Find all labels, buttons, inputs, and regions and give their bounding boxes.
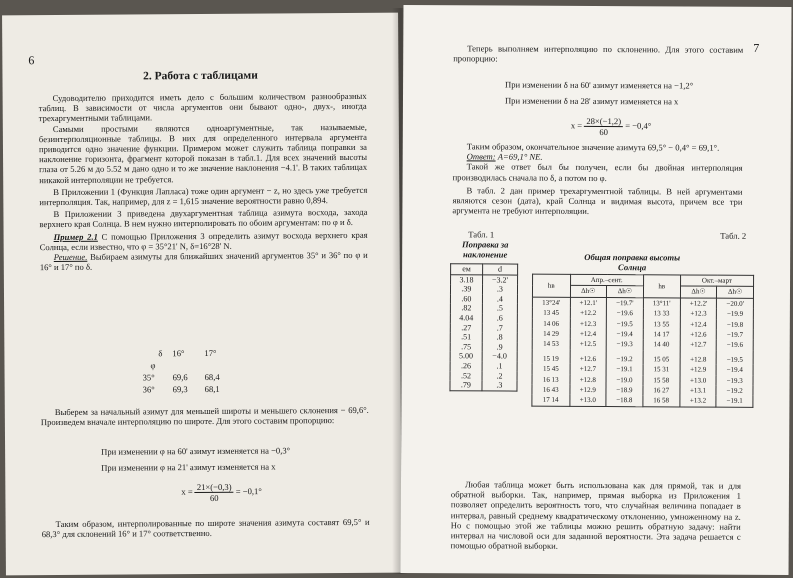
right-proportion-line-2: При изменении δ на 28' азимут изменяется на x: [504, 95, 679, 107]
table1-cell: 3.18: [451, 274, 483, 284]
grid-cell: 68,4: [204, 371, 220, 382]
table1-cell: .79: [450, 380, 482, 390]
grid-cell: 68,1: [204, 383, 220, 394]
table2-cell: −19.2: [716, 386, 753, 397]
table2-cell: +13.0: [569, 395, 606, 406]
table1-cell: .4: [482, 294, 517, 304]
right-paragraph-2: Таким образом, окончательное значение азимута 69,5° − 0,4° = 69,1°.: [466, 141, 720, 153]
table2-cell: −19.0: [606, 375, 643, 386]
table1-cell: .9: [482, 342, 517, 352]
table2-cell: 13 33: [643, 308, 680, 319]
table2-header-h2: hв: [643, 275, 680, 298]
left-paragraph-6: Таким образом, интерполированные по широте значения азимута составят 69,5° и 68,3° для склонений 16° и 17° соответственно.: [41, 516, 370, 540]
table1-title-1: Поправка за: [461, 239, 509, 250]
formula-fraction: [195, 482, 234, 503]
table1-label: Табл. 1: [468, 229, 495, 240]
table2-cell: +12.3: [570, 318, 607, 329]
table2-cell: 13°11': [643, 298, 680, 309]
table2-cell: −19.3: [606, 339, 643, 350]
table2-cell: 15 45: [532, 364, 570, 375]
table2-cell: 14 29: [532, 329, 570, 340]
table1-title-2: наклонение: [463, 249, 508, 260]
left-text-block-2: [41, 405, 369, 428]
table1-row: [450, 294, 517, 304]
table2-cell: −19.6: [606, 308, 643, 319]
table1-header-d: d: [482, 264, 517, 275]
table2-cell: +12.9: [680, 365, 717, 376]
left-paragraph-1: Судоводителю приходится иметь дело с большим количеством разнообразных таблиц. В зависимости от числа аргументов они бывают одно-, двух-, иногда трехаргументными таблицами.: [38, 90, 367, 124]
table1-cell: .26: [450, 361, 482, 371]
table2-cell: −18.8: [606, 396, 643, 407]
right-paragraph-3: Такой же ответ был бы получен, если бы двойная интерполяция производилась сначала по δ, а потом по φ.: [452, 161, 743, 183]
solution-paragraph: [40, 250, 368, 273]
table2-cell: 13 55: [643, 319, 680, 330]
table2-title-1: Общая поправка высоты: [584, 251, 681, 263]
table1-row: [450, 371, 517, 381]
proportion-line-2: При изменении φ на 21' азимут изменяется на x: [101, 461, 276, 473]
table2-cell: 14 40: [643, 340, 680, 351]
right-proportion-line-1: При изменении δ на 60' азимут изменяется на −1,2°: [505, 79, 694, 91]
table1-cell: .3: [482, 285, 517, 295]
formula-fraction: [584, 116, 623, 137]
table2-subheader: Δh☉: [717, 287, 754, 299]
table2-cell: 15 05: [643, 350, 680, 365]
grid-cell: 69,6: [172, 372, 188, 383]
right-text-block-2: [452, 141, 742, 217]
table2-cell: −19.7': [607, 297, 644, 308]
table2-cell: +13.0: [680, 375, 717, 386]
table2-cell: 13 45: [532, 308, 570, 319]
table1-row: [451, 274, 518, 284]
right-text-block-3: [451, 479, 741, 552]
table2-cell: +12.4: [680, 319, 717, 330]
answer-text: A=69,1° NE.: [497, 151, 543, 162]
table2-cell: −18.9: [606, 385, 643, 396]
table1-cell: .51: [450, 332, 482, 342]
table1-cell: .75: [450, 342, 482, 352]
table1-row: [450, 304, 517, 314]
table2-cell: 13°24': [532, 297, 570, 308]
table1-cell: .7: [482, 323, 517, 333]
table2-cell: +12.2: [570, 308, 607, 319]
table2-cell: 14 53: [532, 339, 570, 350]
grid-header-16: 16°: [172, 348, 185, 359]
formula-denominator: 60: [599, 127, 608, 138]
table2-subheader: Δh☉: [607, 286, 644, 298]
table2-cell: +12.6: [570, 350, 607, 365]
right-text-block-1: [453, 43, 743, 65]
left-paragraph-5: Выберем за начальный азимут для меньшей широты и меньшего склонения − 69,6°. Произведем вначале интерполяцию по широте. Для этого составим пропорцию:: [40, 404, 369, 428]
example-label: Пример 2.1: [53, 231, 98, 242]
table2-cell: −19.2: [606, 350, 643, 365]
table1-cell: .8: [482, 333, 517, 343]
left-paragraph-3: В Приложении 1 (Функция Лапласа) тоже один аргумент − z, но здесь уже требуется интерполяция. Так, например, для z = 1,615 значение вероятности равно 0,894.: [39, 184, 368, 208]
table2-title-2: Солнца: [618, 262, 647, 273]
right-paragraph-1: Теперь выполняем интерполяцию по склонению. Для этого составим пропорцию:: [453, 43, 744, 64]
table2-cell: −19.8: [717, 319, 754, 330]
grid-header-17: 17°: [204, 347, 217, 358]
table2-cell: −19.4: [606, 329, 643, 340]
page-number-right: 7: [753, 40, 760, 55]
table2-cell: +12.5: [570, 339, 607, 350]
right-page: [401, 5, 792, 575]
table2-cell: +12.4: [570, 329, 607, 340]
grid-cell: 36°: [142, 384, 155, 395]
formula-denominator: 60: [209, 492, 219, 503]
answer-label: Ответ:: [466, 151, 496, 162]
grid-header-delta: δ: [158, 348, 163, 359]
table2-cell: 17 14: [532, 395, 570, 406]
table1-cell: .60: [450, 294, 482, 304]
table1-cell: −4.0: [482, 352, 517, 362]
table2-row: [532, 350, 753, 366]
table1-row: [450, 342, 517, 352]
table2-cell: +12.8: [680, 350, 717, 365]
left-text-block: [39, 91, 368, 273]
table2-cell: +12.2': [680, 298, 717, 309]
table1-cell: .27: [450, 323, 482, 333]
table1-row: [450, 352, 517, 362]
table2-cell: 15 19: [532, 350, 570, 365]
formula-left: [181, 482, 262, 504]
formula-lhs: x =: [181, 486, 193, 497]
table2-cell: 15 58: [643, 375, 680, 386]
solution-label: Решение.: [53, 251, 88, 263]
table1-row: [450, 361, 517, 371]
table1-cell: .6: [482, 313, 517, 323]
left-paragraph-4: В Приложении 3 приведена двухаргументная таблица азимута восхода, захода верхнего края Солнца. В нем нужно интерполировать по обоим аргументам: по φ и δ.: [39, 207, 368, 230]
left-text-block-3: [42, 517, 370, 540]
table1-header-e: eм: [451, 264, 483, 275]
table1-row: [450, 323, 517, 333]
example-text: С помощью Приложения 3 определить азимут восхода верхнего края Солнца, если известно, что φ = 35°21' N, δ=16°28' N.: [39, 229, 368, 252]
table2-cell: 16 58: [643, 396, 680, 407]
table2-cell: −19.3: [716, 375, 753, 386]
table2-cell: +12.7: [570, 364, 607, 375]
grid-header-row: [128, 348, 228, 361]
grid-phi-label: φ: [150, 360, 156, 371]
table2-subheader: Δh☉: [570, 286, 607, 298]
table2-header-h: hв: [532, 274, 570, 297]
table2-cell: −19.9: [717, 309, 754, 320]
azimuth-grid: [128, 348, 228, 397]
grid-cell: 35°: [142, 372, 155, 383]
table2-cell: +12.3: [680, 309, 717, 320]
table2-cell: −20.0': [717, 298, 754, 309]
formula-numerator: 21×(−0,3): [195, 482, 234, 493]
formula-right: [571, 116, 652, 137]
table2-cell: +12.6: [680, 329, 717, 340]
table2-cell: −19.4: [716, 365, 753, 376]
table2-cell: 14 17: [643, 329, 680, 340]
section-heading: 2. Работа с таблицами: [143, 69, 258, 83]
grid-row-36: [129, 384, 229, 397]
table2-row: [532, 395, 753, 407]
table2-label: Табл. 2: [720, 230, 747, 241]
table2-cell: 16 43: [532, 385, 570, 396]
table1-row: [450, 284, 517, 294]
proportion-line-1: При изменении φ на 60' азимут изменяется на −0,3°: [101, 445, 291, 457]
table2-cell: +13.2: [680, 396, 717, 407]
right-paragraph-4: В табл. 2 дан пример трехаргументной таблицы. В ней аргументами являются сезон (дата), край Солнца и видимая высота, причем все три аргумента не требуют интерполяции.: [452, 185, 743, 217]
table2-cell: +12.9: [569, 385, 606, 396]
table1-cell: .52: [450, 371, 482, 381]
table1-cell: .39: [450, 284, 482, 294]
table2-subheader: Δh☉: [680, 286, 717, 298]
formula-rhs: = −0,4°: [625, 120, 652, 131]
table2-cell: −19.1: [716, 396, 753, 407]
table2-cell: −19.7: [717, 330, 754, 341]
table1-row: [450, 313, 517, 323]
table2: [531, 274, 754, 408]
formula-lhs: x =: [570, 120, 583, 131]
table1-cell: 5.00: [450, 352, 482, 362]
example-paragraph: [40, 229, 368, 252]
table2-header-season1: Апр.–сент.: [570, 274, 643, 286]
table2-header-season2: Окт.–март: [680, 275, 753, 287]
table1-cell: .3: [482, 381, 517, 391]
solution-text: Выбираем азимуты для ближайших значений аргументов 35° и 36° по φ и 16° и 17° по δ.: [39, 249, 368, 273]
table2-cell: −19.5: [717, 350, 754, 365]
left-paragraph-2: Самыми простыми являются одноаргументные, так называемые, безинтерполяционные таблицы. В них для определенного интервала аргумента приводится одно значение функции. Примером может служить таблица поправки за наклонение горизонта, фрагмент которой показан в табл.1. Для всех значений высоты глаза от 5.26 м до 5.52 м дано одно и то же значение наклонения −4.1'. В таких таблицах никакой интерполяции не требуется.: [38, 121, 368, 185]
table1-cell: −3.2': [482, 274, 517, 284]
table1-cell: .2: [482, 371, 517, 381]
grid-row-35: [129, 372, 229, 385]
table2-cell: +12.1': [570, 297, 607, 308]
table2-cell: +12.7: [680, 340, 717, 351]
table2-cell: 16 27: [643, 385, 680, 396]
table1-cell: .1: [482, 361, 517, 371]
page-number-left: 6: [28, 53, 35, 68]
grid-phi-row: [128, 360, 228, 373]
table2-cell: −19.5: [606, 319, 643, 330]
table1-cell: 4.04: [450, 313, 482, 323]
table1-cell: .82: [450, 304, 482, 314]
table1-row: [450, 380, 517, 390]
table2-cell: +13.1: [680, 386, 717, 397]
table2-cell: +12.8: [570, 375, 607, 386]
table2-cell: 15 31: [643, 364, 680, 375]
table1: [449, 263, 518, 391]
table1-cell: .5: [482, 304, 517, 314]
grid-cell: 69,3: [172, 384, 188, 395]
table1-row: [450, 332, 517, 342]
table2-cell: −19.6: [717, 340, 754, 351]
table2-cell: −19.1: [606, 364, 643, 375]
table2-cell: 14 06: [532, 318, 570, 329]
left-page: [2, 13, 402, 576]
right-paragraph-5: Любая таблица может быть использована как для прямой, так и для обратной выборки. Так, например, прямая выборка из Приложения 1 позволяет определить вероятность того, что случайная величина попадает в интервал, равный среднему квадратическому отклонению, умноженному на z. Но с помощью этой же таблицы можно решить обратную задачу: найти интервал на числовой оси для заданной вероятности. Эта задача решается с помощью обратной выборки.: [450, 479, 742, 552]
formula-rhs: = −0,1°: [235, 486, 262, 497]
formula-numerator: 28×(−1,2): [584, 116, 623, 127]
table2-cell: 16 13: [532, 374, 570, 385]
